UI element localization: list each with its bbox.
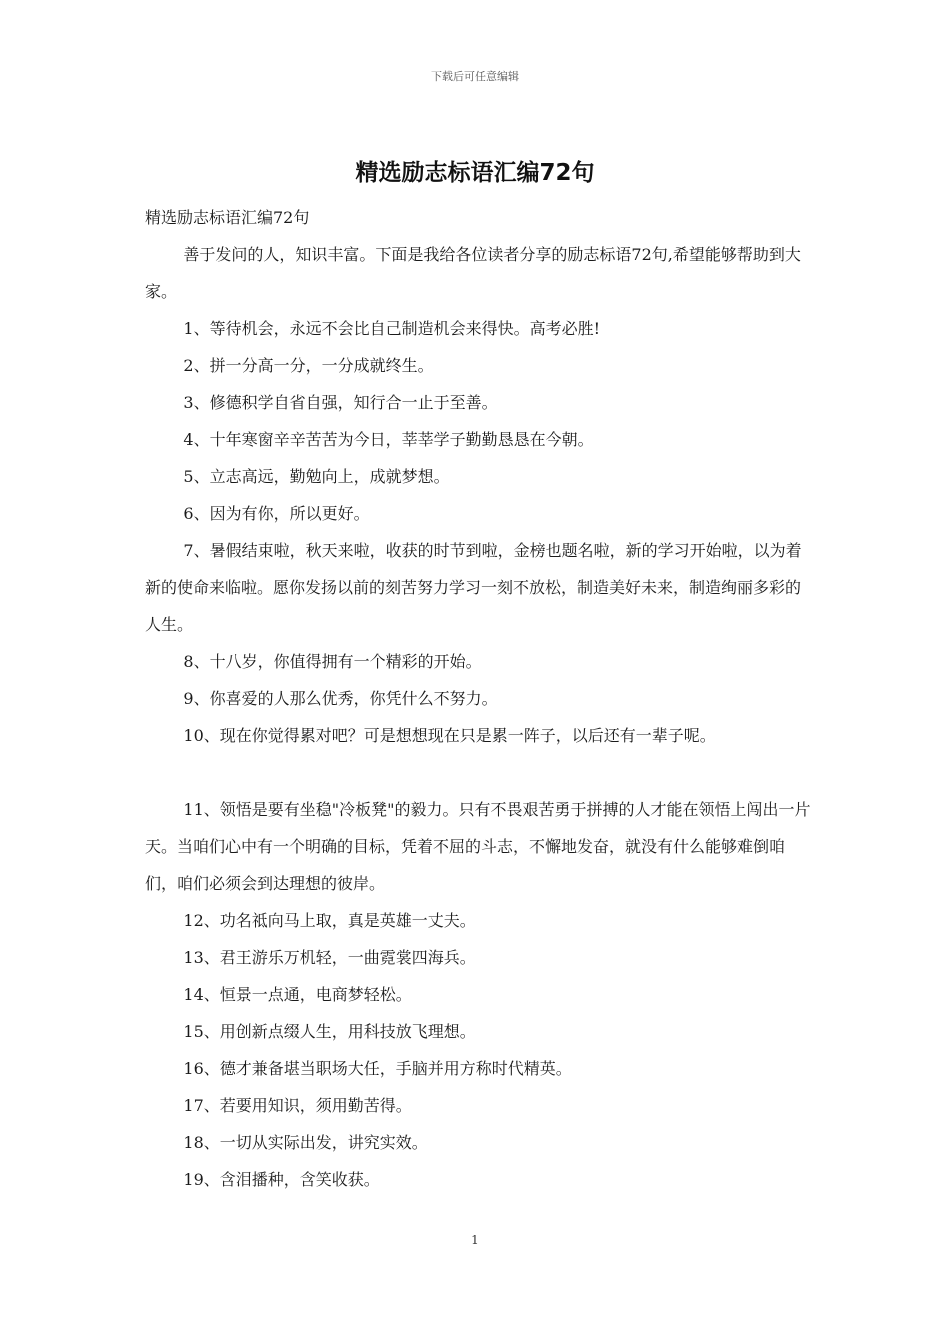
list-item: 19、含泪播种，含笑收获。 (183, 1170, 380, 1189)
list-item: 7、暑假结束啦，秋天来啦，收获的时节到啦，金榜也题名啦，新的学习开始啦，以为着新的使命来临啦。愿你发扬以前的刻苦努力学习一刻不放松，制造美好未来，制造绚丽多彩的人生。 (145, 541, 802, 634)
paragraph-spacer (145, 754, 811, 791)
page-number: 1 (471, 1233, 479, 1247)
list-item: 16、德才兼备堪当职场大任，手脑并用方称时代精英。 (183, 1059, 572, 1078)
document-title: 精选励志标语汇编72句 (355, 160, 595, 186)
list-item: 13、君王游乐万机轻，一曲霓裳四海兵。 (183, 948, 476, 967)
list-item: 2、拼一分高一分，一分成就终生。 (183, 356, 434, 375)
list-item: 9、你喜爱的人那么优秀，你凭什么不努力。 (183, 689, 498, 708)
list-item: 5、立志高远，勤勉向上，成就梦想。 (183, 467, 450, 486)
list-item: 12、功名祗向马上取，真是英雄一丈夫。 (183, 911, 476, 930)
document-body (145, 199, 811, 1198)
list-item: 1、等待机会，永远不会比自己制造机会来得快。高考必胜! (183, 319, 601, 338)
list-item: 15、用创新点缀人生，用科技放飞理想。 (183, 1022, 476, 1041)
document-subtitle: 精选励志标语汇编72句 (145, 208, 310, 227)
page-header: 下载后可任意编辑 (431, 70, 519, 83)
list-item: 3、修德积学自省自强，知行合一止于至善。 (183, 393, 498, 412)
list-item: 8、十八岁，你值得拥有一个精彩的开始。 (183, 652, 482, 671)
list-item: 10、现在你觉得累对吧？可是想想现在只是累一阵子，以后还有一辈子呢。 (183, 726, 716, 745)
list-item: 4、十年寒窗辛辛苦苦为今日，莘莘学子勤勤恳恳在今朝。 (183, 430, 594, 449)
list-item: 11、领悟是要有坐稳"冷板凳"的毅力。只有不畏艰苦勇于拼搏的人才能在领悟上闯出一片天。当咱们心中有一个明确的目标，凭着不屈的斗志，不懈地发奋，就没有什么能够难倒咱们，咱们必须会到达理想的彼岸。 (145, 800, 811, 893)
list-item: 17、若要用知识，须用勤苦得。 (183, 1096, 412, 1115)
list-item: 6、因为有你，所以更好。 (183, 504, 370, 523)
list-item: 14、恒景一点通，电商梦轻松。 (183, 985, 412, 1004)
list-item: 18、一切从实际出发，讲究实效。 (183, 1133, 428, 1152)
intro-paragraph: 善于发问的人，知识丰富。下面是我给各位读者分享的励志标语72句,希望能够帮助到大家。 (145, 245, 801, 301)
